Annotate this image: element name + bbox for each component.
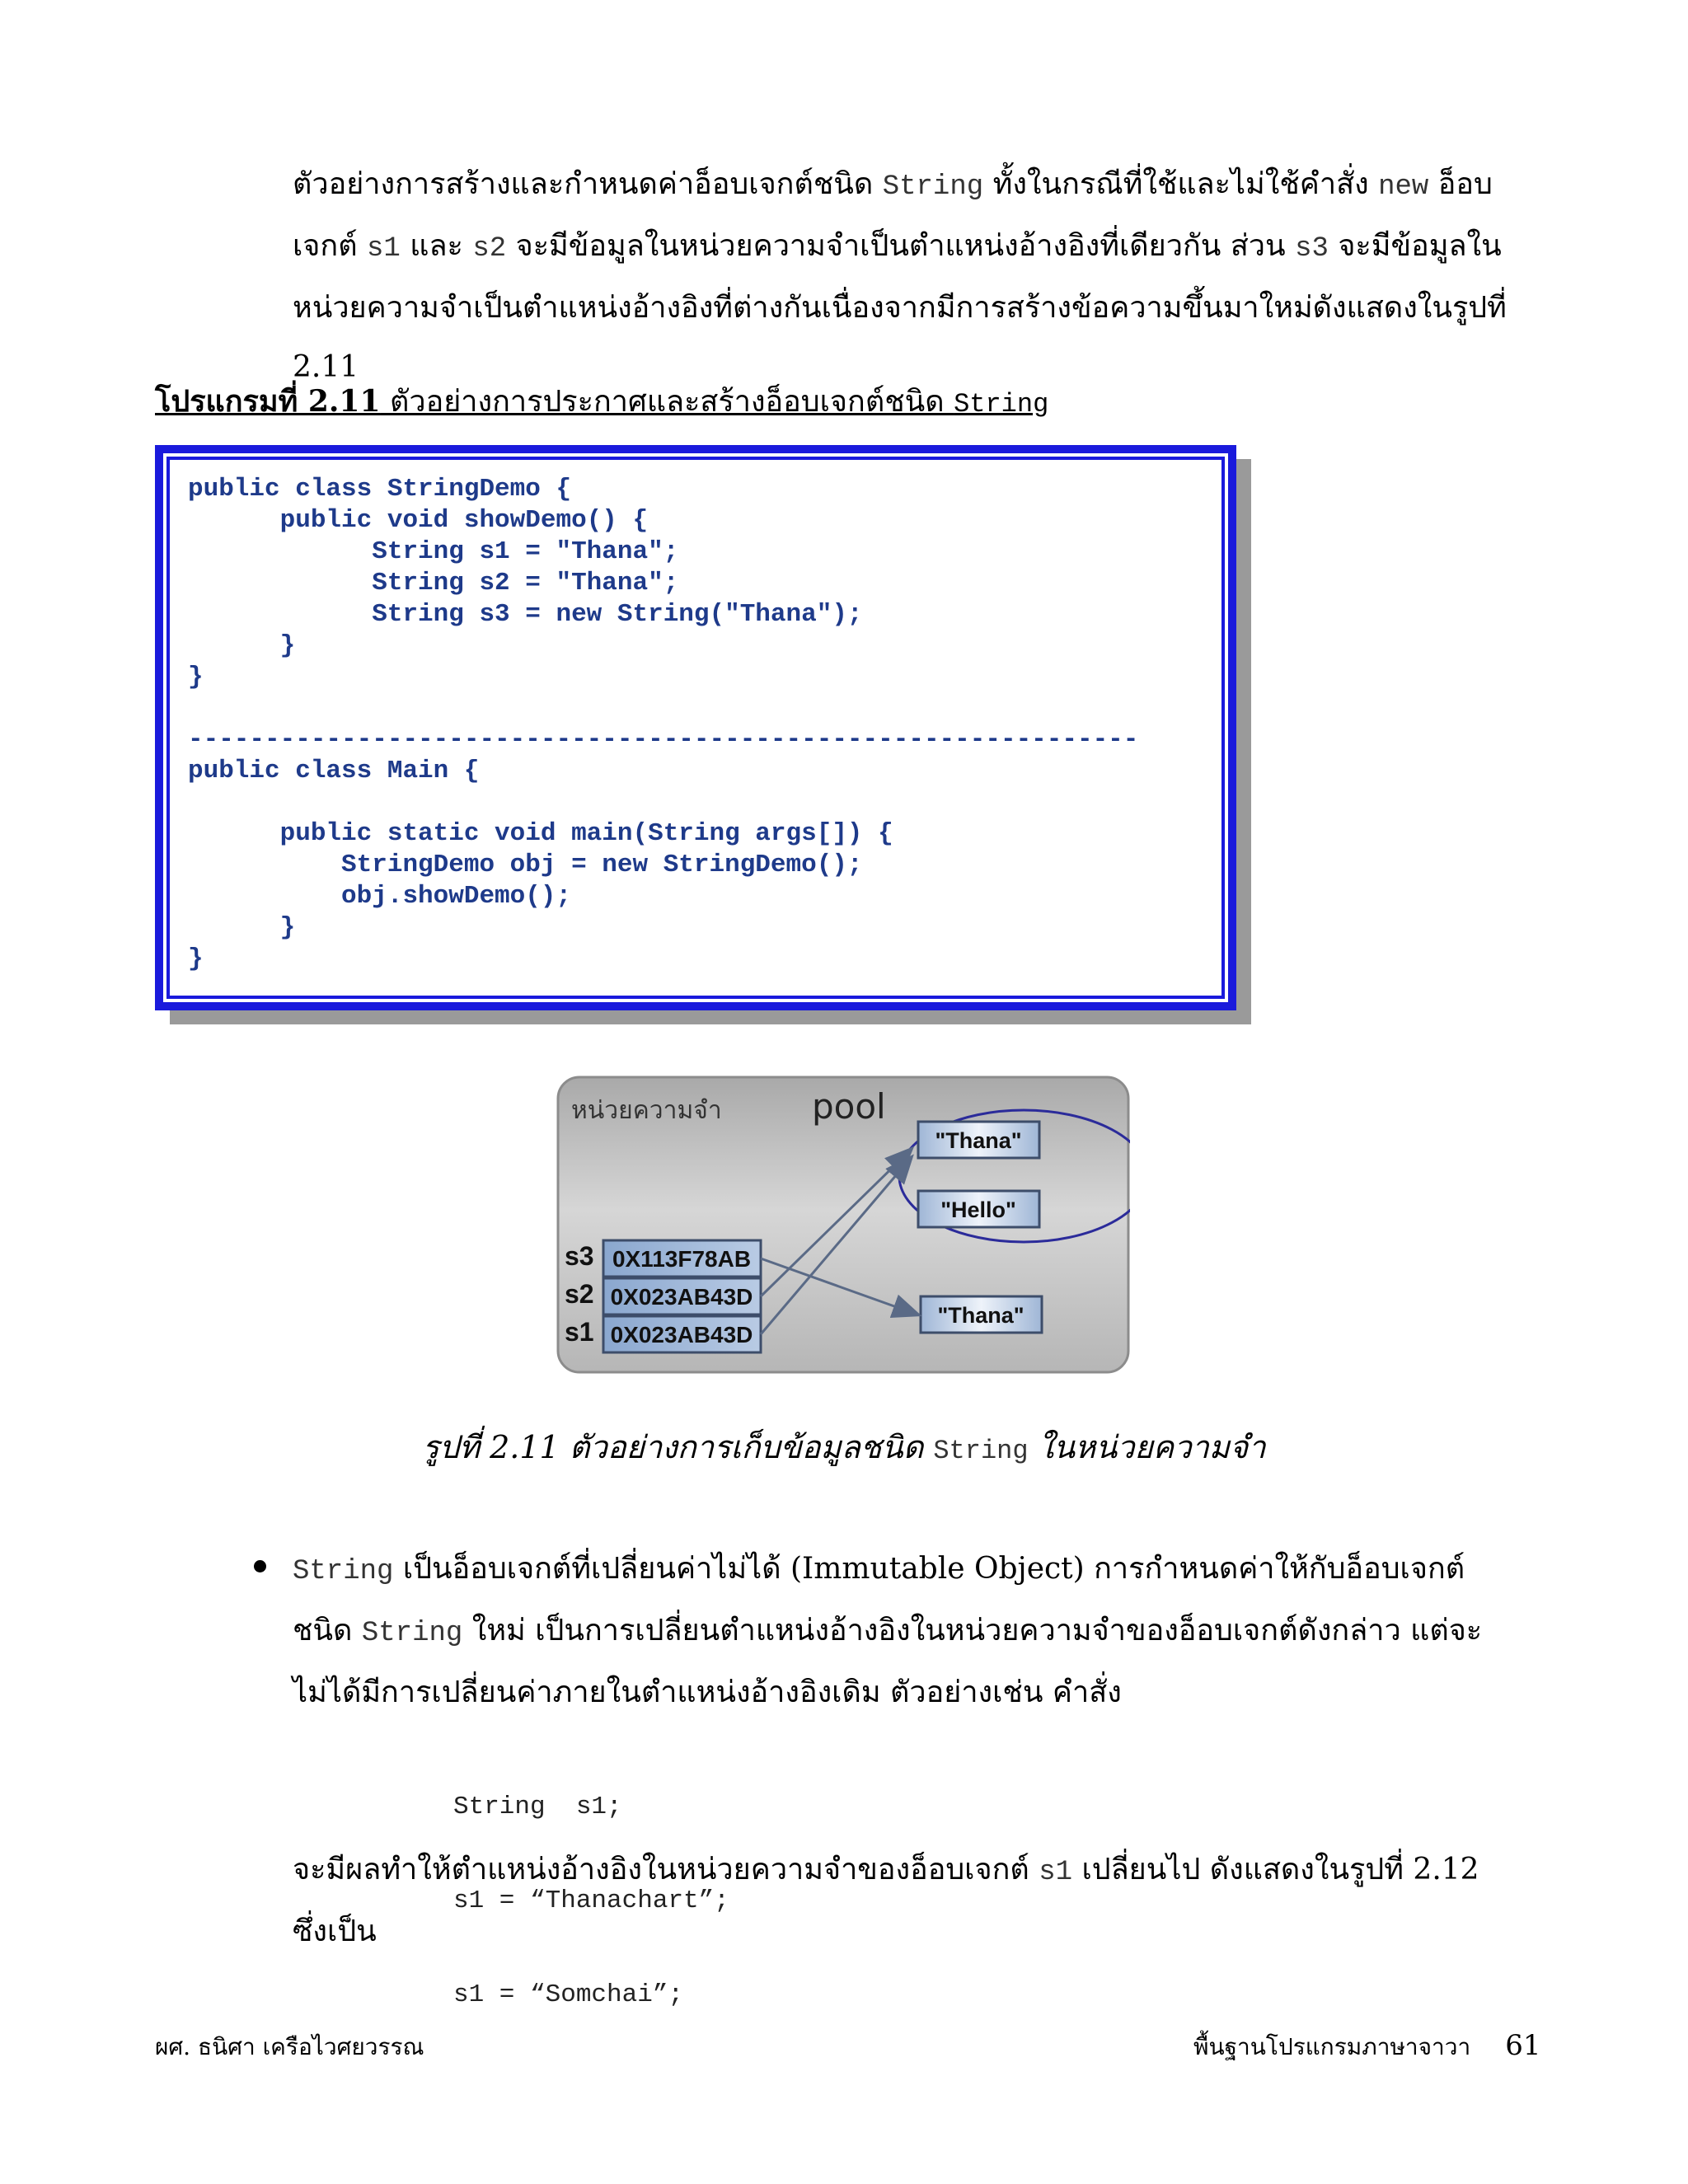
- variable-name: s3: [565, 1241, 594, 1271]
- figure-caption-code: String: [933, 1436, 1029, 1466]
- code-line: String s1 = "Thana";: [188, 537, 679, 566]
- intro-text-3: อ็อบเจกต์: [293, 167, 1493, 263]
- address-value: 0X023AB43D: [610, 1322, 753, 1347]
- code-line: String s3 = new String("Thana");: [188, 600, 863, 629]
- intro-text-6: จะมีข้อมูลในหน่วยความจำเป็นตำแหน่งอ้างอิงที่ต่างกันเนื่องจากมีการสร้างข้อความขึ้นมาใหม่ดังแสดงในรูปที่ 2.11: [293, 229, 1507, 384]
- address-value: 0X113F78AB: [612, 1246, 752, 1272]
- intro-text-2: ทั้งในกรณีที่ใช้และไม่ใช้คำสั่ง: [983, 167, 1379, 201]
- code-line: String s2 = "Thana";: [188, 569, 679, 598]
- bullet-text-1: เป็นอ็อบเจกต์ที่เปลี่ยนค่าไม่ได้ (Immutable Object) การกำหนดค่าให้กับอ็อบเจกต์ชนิด: [293, 1552, 1465, 1647]
- pool-item: "Thana": [935, 1128, 1022, 1153]
- program-heading-code: String: [954, 389, 1049, 419]
- result-text-1: จะมีผลทำให้ตำแหน่งอ้างอิงในหน่วยความจำของอ็อบเจกต์: [293, 1853, 1039, 1886]
- snippet-line: String s1;: [453, 1793, 622, 1821]
- intro-code-s3: s3: [1295, 233, 1329, 265]
- figure-caption-suffix: ในหน่วยความจำ: [1028, 1429, 1266, 1465]
- bullet-paragraph: [293, 1540, 1512, 1722]
- program-heading-label: โปรแกรมที่ 2.11: [155, 384, 381, 419]
- code-line: obj.showDemo();: [188, 882, 572, 911]
- code-line: }: [188, 913, 296, 942]
- footer-author: ผศ. ธนิศา เครือไวศยวรรณ: [155, 2033, 424, 2060]
- program-heading-text: ตัวอย่างการประกาศและสร้างอ็อบเจกต์ชนิด: [380, 385, 954, 419]
- code-listing: [170, 460, 1221, 996]
- result-paragraph: [293, 1840, 1512, 1961]
- code-line: }: [188, 944, 204, 973]
- code-line: }: [188, 663, 204, 691]
- address-value: 0X023AB43D: [610, 1284, 753, 1310]
- memory-diagram: [556, 1076, 1130, 1374]
- pool-label: pool: [812, 1086, 886, 1127]
- intro-text-5: จะมีข้อมูลในหน่วยความจำเป็นตำแหน่งอ้างอิงที่เดียวกัน ส่วน: [506, 229, 1296, 263]
- bullet-code-2: String: [361, 1618, 463, 1649]
- variable-name: s1: [565, 1317, 594, 1347]
- code-line: public static void main(String args[]) {: [188, 819, 893, 848]
- program-heading: [155, 377, 1048, 424]
- result-code: s1: [1039, 1857, 1073, 1888]
- bullet-code-1: String: [293, 1556, 394, 1587]
- bullet-icon: [254, 1560, 266, 1572]
- code-line: public class Main {: [188, 757, 480, 785]
- pool-item: "Hello": [940, 1197, 1016, 1222]
- code-separator: --------------------------------------------------------------: [188, 725, 1139, 754]
- code-line: public class StringDemo {: [188, 475, 572, 504]
- variable-name: s2: [565, 1279, 594, 1309]
- page-number: 61: [1505, 2029, 1541, 2062]
- intro-paragraph: [293, 155, 1512, 397]
- intro-code-s2: s2: [472, 233, 507, 265]
- footer-book-title: พื้นฐานโปรแกรมภาษาจาวา: [1193, 2033, 1471, 2060]
- code-line: StringDemo obj = new StringDemo();: [188, 851, 863, 879]
- code-line: }: [188, 631, 296, 660]
- result-text-2: เปลี่ยนไป ดังแสดงในรูปที่ 2.12 ซึ่งเป็น: [293, 1853, 1479, 1948]
- code-listing-box: [155, 445, 1236, 1010]
- intro-code-new: new: [1378, 171, 1429, 203]
- intro-code-string: String: [882, 171, 984, 203]
- footer-book: [1193, 2029, 1540, 2065]
- figure-caption: [0, 1422, 1688, 1472]
- bullet-text-2: ใหม่ เป็นการเปลี่ยนตำแหน่งอ้างอิงในหน่วยความจำของอ็อบเจกต์ดังกล่าว แต่จะไม่ได้มีการเปลี่ยนค่าภายในตำแหน่งอ้างอิงเดิม ตัวอย่างเช่น คำสั่ง: [293, 1614, 1483, 1709]
- memory-label: หน่วยความจำ: [571, 1096, 722, 1125]
- heap-item: "Thana": [937, 1303, 1025, 1328]
- intro-text-4: และ: [400, 229, 473, 263]
- intro-code-s1: s1: [367, 233, 401, 265]
- snippet-line: s1 = “Thanachart”;: [453, 1886, 729, 1915]
- snippet-line: s1 = “Somchai”;: [453, 1980, 684, 2009]
- intro-text-1: ตัวอย่างการสร้างและกำหนดค่าอ็อบเจกต์ชนิด: [293, 167, 883, 201]
- code-line: public void showDemo() {: [188, 506, 649, 535]
- figure-caption-prefix: รูปที่ 2.11 ตัวอย่างการเก็บข้อมูลชนิด: [422, 1429, 934, 1465]
